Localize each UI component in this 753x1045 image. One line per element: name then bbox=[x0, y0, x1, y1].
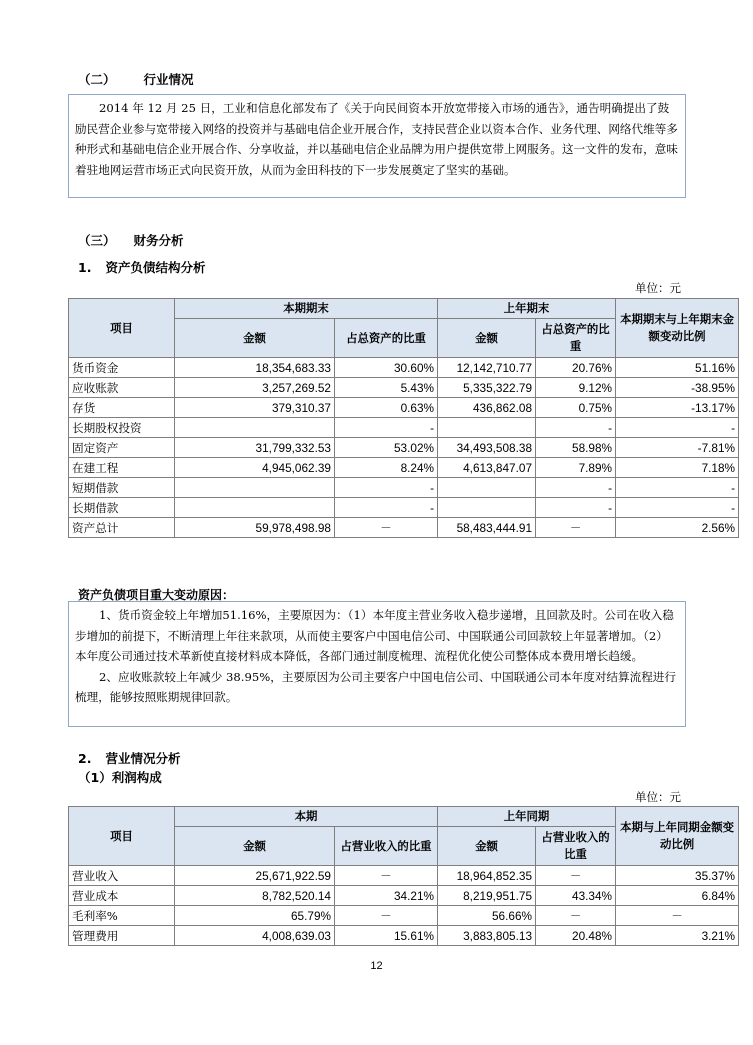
header-change: 本期期末与上年期末金额变动比例 bbox=[616, 299, 739, 358]
change-ratio: - bbox=[616, 498, 739, 518]
header-ratio: 占营业收入的比重 bbox=[536, 827, 616, 866]
current-amount: 65.79% bbox=[175, 906, 335, 926]
section-number: （三） bbox=[78, 233, 116, 248]
industry-paragraph: 2014 年 12 月 25 日，工业和信息化部发布了《关于向民间资本开放宽带接入市场的通告》，通告明确提出了鼓励民营企业参与宽带接入网络的投资并与基础电信企业开展合作，支持民营企业以资本合作、业务代理、网络代维等多种形式和基础电信企业开展合作、分享收益，并以基础电信企业品牌为用户提供宽带上网服务。这一文件的发布，意味着驻地网运营市场正式向民资开放，从而为金田科技的下一步发展奠定了坚实的基础。 bbox=[75, 101, 678, 177]
industry-text-box bbox=[68, 94, 686, 198]
header-prior: 上年同期 bbox=[438, 807, 616, 827]
subsection-heading-operations bbox=[78, 749, 180, 767]
change-ratio: 51.16% bbox=[616, 358, 739, 378]
balance-row bbox=[69, 478, 739, 498]
current-ratio: 34.21% bbox=[335, 886, 438, 906]
change-ratio: 35.37% bbox=[616, 866, 739, 886]
prior-amount: 8,219,951.75 bbox=[438, 886, 536, 906]
change-ratio: 6.84% bbox=[616, 886, 739, 906]
subsection-title: 营业情况分析 bbox=[105, 751, 181, 766]
header-item: 项目 bbox=[69, 807, 175, 866]
subsection-title: 资产负债结构分析 bbox=[105, 260, 206, 275]
profit-row bbox=[69, 906, 739, 926]
current-amount: 59,978,498.98 bbox=[175, 518, 335, 538]
prior-amount bbox=[438, 478, 536, 498]
header-ratio: 占总资产的比重 bbox=[335, 319, 438, 358]
header-change: 本期与上年同期金额变动比例 bbox=[616, 807, 739, 866]
current-amount: 3,257,269.52 bbox=[175, 378, 335, 398]
row-label: 存货 bbox=[69, 398, 175, 418]
prior-ratio: － bbox=[536, 906, 616, 926]
page-number: 12 bbox=[370, 960, 383, 972]
header-ratio: 占总资产的比重 bbox=[536, 319, 616, 358]
prior-ratio: - bbox=[536, 498, 616, 518]
prior-amount: 18,964,852.35 bbox=[438, 866, 536, 886]
prior-ratio: 0.75% bbox=[536, 398, 616, 418]
row-label: 营业成本 bbox=[69, 886, 175, 906]
prior-ratio: 7.89% bbox=[536, 458, 616, 478]
balance-row bbox=[69, 438, 739, 458]
current-amount: 25,671,922.59 bbox=[175, 866, 335, 886]
current-ratio: 8.24% bbox=[335, 458, 438, 478]
header-amount: 金额 bbox=[438, 319, 536, 358]
current-amount bbox=[175, 478, 335, 498]
profit-subheading: （1）利润构成 bbox=[78, 770, 162, 785]
current-ratio: 53.02% bbox=[335, 438, 438, 458]
current-amount: 379,310.37 bbox=[175, 398, 335, 418]
current-ratio: - bbox=[335, 498, 438, 518]
prior-amount bbox=[438, 418, 536, 438]
header-prior: 上年期末 bbox=[438, 299, 616, 319]
balance-row bbox=[69, 378, 739, 398]
row-label: 资产总计 bbox=[69, 518, 175, 538]
unit-label: 单位：元 bbox=[635, 281, 681, 295]
change-ratio: - bbox=[616, 478, 739, 498]
prior-ratio: 9.12% bbox=[536, 378, 616, 398]
current-amount: 8,782,520.14 bbox=[175, 886, 335, 906]
prior-amount: 56.66% bbox=[438, 906, 536, 926]
current-amount: 4,008,639.03 bbox=[175, 926, 335, 946]
prior-ratio: - bbox=[536, 478, 616, 498]
prior-amount: 4,613,847.07 bbox=[438, 458, 536, 478]
row-label: 营业收入 bbox=[69, 866, 175, 886]
row-label: 固定资产 bbox=[69, 438, 175, 458]
row-label: 长期股权投资 bbox=[69, 418, 175, 438]
prior-ratio: - bbox=[536, 418, 616, 438]
row-label: 管理费用 bbox=[69, 926, 175, 946]
current-amount: 18,354,683.33 bbox=[175, 358, 335, 378]
balance-row bbox=[69, 398, 739, 418]
prior-ratio: － bbox=[536, 866, 616, 886]
prior-amount: 436,862.08 bbox=[438, 398, 536, 418]
profit-table bbox=[68, 806, 739, 946]
change-ratio: 7.18% bbox=[616, 458, 739, 478]
row-label: 短期借款 bbox=[69, 478, 175, 498]
prior-ratio: 43.34% bbox=[536, 886, 616, 906]
header-amount: 金额 bbox=[175, 319, 335, 358]
section-heading-industry bbox=[78, 70, 194, 88]
header-current: 本期期末 bbox=[175, 299, 438, 319]
row-label: 毛利率% bbox=[69, 906, 175, 926]
profit-row bbox=[69, 866, 739, 886]
row-label: 在建工程 bbox=[69, 458, 175, 478]
section-title: 财务分析 bbox=[133, 233, 184, 248]
current-ratio: － bbox=[335, 518, 438, 538]
prior-amount: 34,493,508.38 bbox=[438, 438, 536, 458]
current-ratio: - bbox=[335, 418, 438, 438]
header-current: 本期 bbox=[175, 807, 438, 827]
section-heading-finance bbox=[78, 231, 184, 249]
prior-amount: 3,883,805.13 bbox=[438, 926, 536, 946]
prior-ratio: － bbox=[536, 518, 616, 538]
header-amount: 金额 bbox=[175, 827, 335, 866]
prior-amount bbox=[438, 498, 536, 518]
subsection-number: 1. bbox=[78, 260, 92, 275]
prior-ratio: 20.48% bbox=[536, 926, 616, 946]
current-ratio: － bbox=[335, 906, 438, 926]
profit-row bbox=[69, 926, 739, 946]
prior-amount: 58,483,444.91 bbox=[438, 518, 536, 538]
row-label: 应收账款 bbox=[69, 378, 175, 398]
current-amount bbox=[175, 418, 335, 438]
current-amount: 4,945,062.39 bbox=[175, 458, 335, 478]
changes-heading: 资产负债项目重大变动原因： bbox=[78, 588, 235, 602]
changes-paragraph-1: 1、货币资金较上年增加51.16%，主要原因为：（1）本年度主营业务收入稳步递增，且回款及时。公司在收入稳步增加的前提下，不断清理上年往来款项，从而使主要客户中国电信公司、中国联通公司回款较上年显著增加。（2）本年度公司通过技术革新使直接材料成本降低，各部门通过制度梳理、流程优化使公司整体成本费用增长趋缓。 bbox=[75, 608, 674, 663]
balance-row bbox=[69, 518, 739, 538]
current-ratio: － bbox=[335, 866, 438, 886]
change-ratio: 3.21% bbox=[616, 926, 739, 946]
balance-row bbox=[69, 418, 739, 438]
subsection-heading-balance bbox=[78, 258, 205, 276]
header-ratio: 占营业收入的比重 bbox=[335, 827, 438, 866]
prior-ratio: 58.98% bbox=[536, 438, 616, 458]
prior-amount: 12,142,710.77 bbox=[438, 358, 536, 378]
current-ratio: 15.61% bbox=[335, 926, 438, 946]
change-ratio: － bbox=[616, 906, 739, 926]
changes-text-box bbox=[68, 601, 686, 727]
section-title: 行业情况 bbox=[143, 72, 194, 87]
subsection-number: 2. bbox=[78, 751, 92, 766]
change-ratio: 2.56% bbox=[616, 518, 739, 538]
prior-ratio: 20.76% bbox=[536, 358, 616, 378]
balance-sheet-table bbox=[68, 298, 739, 538]
section-number: （二） bbox=[78, 72, 116, 87]
current-ratio: 5.43% bbox=[335, 378, 438, 398]
change-ratio: - bbox=[616, 418, 739, 438]
profit-row bbox=[69, 886, 739, 906]
current-amount: 31,799,332.53 bbox=[175, 438, 335, 458]
change-ratio: -38.95% bbox=[616, 378, 739, 398]
balance-row bbox=[69, 498, 739, 518]
changes-paragraph-2: 2、应收账款较上年减少 38.95%，主要原因为公司主要客户中国电信公司、中国联通公司本年度对结算流程进行梳理，能够按照账期规律回款。 bbox=[75, 669, 676, 704]
current-amount bbox=[175, 498, 335, 518]
change-ratio: -7.81% bbox=[616, 438, 739, 458]
current-ratio: 30.60% bbox=[335, 358, 438, 378]
row-label: 货币资金 bbox=[69, 358, 175, 378]
current-ratio: 0.63% bbox=[335, 398, 438, 418]
header-item: 项目 bbox=[69, 299, 175, 358]
header-amount: 金额 bbox=[438, 827, 536, 866]
balance-row bbox=[69, 358, 739, 378]
balance-row bbox=[69, 458, 739, 478]
prior-amount: 5,335,322.79 bbox=[438, 378, 536, 398]
row-label: 长期借款 bbox=[69, 498, 175, 518]
current-ratio: - bbox=[335, 478, 438, 498]
unit-label: 单位：元 bbox=[635, 790, 681, 804]
change-ratio: -13.17% bbox=[616, 398, 739, 418]
